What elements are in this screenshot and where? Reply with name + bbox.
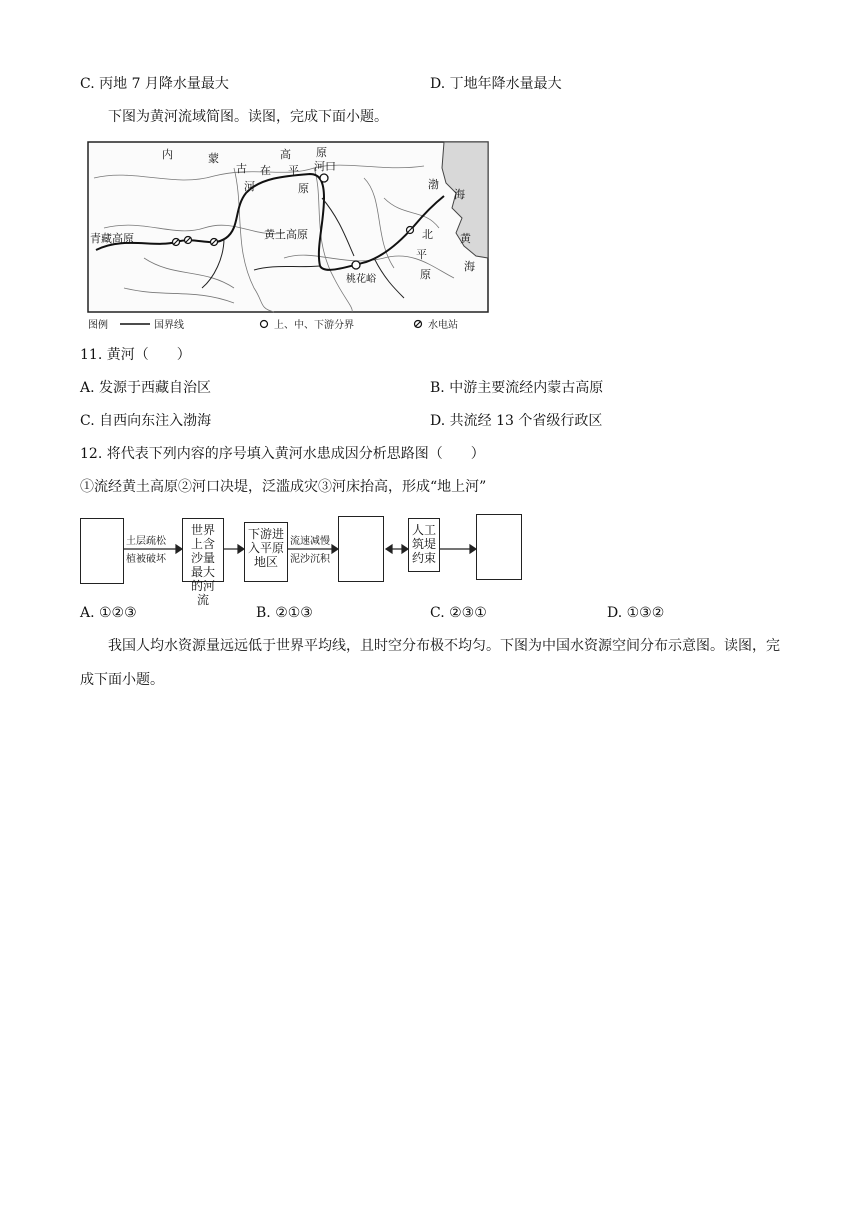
water-intro: 我国人均水资源量远远低于世界平均线，且时空分布极不均匀。下图为中国水资源空间分布示意图。读图，完成下面小题。 [80,638,780,688]
map-label: 黄土高原 [264,228,308,241]
map-label: 古 [236,162,247,175]
option-c: C. 丙地 7 月降水量最大 [80,76,229,92]
legend-hydro: 水电站 [428,320,458,331]
legend-title: 图例 [88,320,108,331]
map-label: 原 [316,146,327,159]
arrow3-label-top: 流速减慢 [290,536,330,547]
flow-diagram [78,512,528,607]
q12-items: ①流经黄土高原②河口决堤，泛滥成灾③河床抬高，形成“地上河” [80,479,487,495]
q12-option-d: D. ①③② [607,605,665,621]
q11-option-a: A. 发源于西藏自治区 [80,380,212,396]
q11-option-c: C. 自西向东注入渤海 [80,413,212,429]
arrow3-label-bottom: 泥沙沉积 [290,554,330,565]
flow-box-plain: 下游进入平原地区 [244,522,288,582]
map-label: 原 [420,268,431,281]
map-intro: 下图为黄河流域简图。读图，完成下面小题。 [108,109,388,125]
flow-blank-box-2 [338,516,384,582]
q11-stem: 11. 黄河（ ） [80,347,191,363]
map-label: 内 [162,148,173,161]
legend-divide: 上、中、下游分界 [274,320,354,331]
q11-option-b: B. 中游主要流经内蒙古高原 [430,380,604,396]
flow-blank-box-3 [476,514,522,580]
map-label: 黄 [460,232,471,245]
map-label: 高 [280,148,291,161]
map-label: 在 [260,164,271,177]
map-label: 北 [422,228,433,241]
yellow-river-map [84,138,492,332]
map-label: 河 [244,180,255,193]
legend-border: 国界线 [154,320,184,331]
q12-stem: 12. 将代表下列内容的序号填入黄河水患成因分析思路图（ ） [80,446,485,462]
map-label: 平 [288,164,299,177]
flow-box-dike: 人工筑堤约束 [408,518,440,572]
q11-option-d: D. 共流经 13 个省级行政区 [430,413,603,429]
map-label: 青藏高原 [90,232,134,245]
map-label: 海 [464,260,475,273]
q12-option-b: B. ②①③ [256,605,313,621]
map-label: 渤 [428,178,439,191]
map-label: 海 [454,188,465,201]
option-d: D. 丁地年降水量最大 [430,76,562,92]
q12-option-a: A. ①②③ [80,605,137,621]
map-label: 平 [416,248,427,261]
map-label: 蒙 [208,152,219,165]
map-label: 桃花峪 [346,274,376,285]
map-label: 河口 [314,160,336,173]
flow-box-sediment: 世界上含沙量最大的河流 [182,518,224,582]
arrow1-label-top: 土层疏松 [126,536,166,547]
q12-option-c: C. ②③① [430,605,487,621]
map-label: 原 [298,182,309,195]
arrow1-label-bottom: 植被破坏 [126,554,166,565]
